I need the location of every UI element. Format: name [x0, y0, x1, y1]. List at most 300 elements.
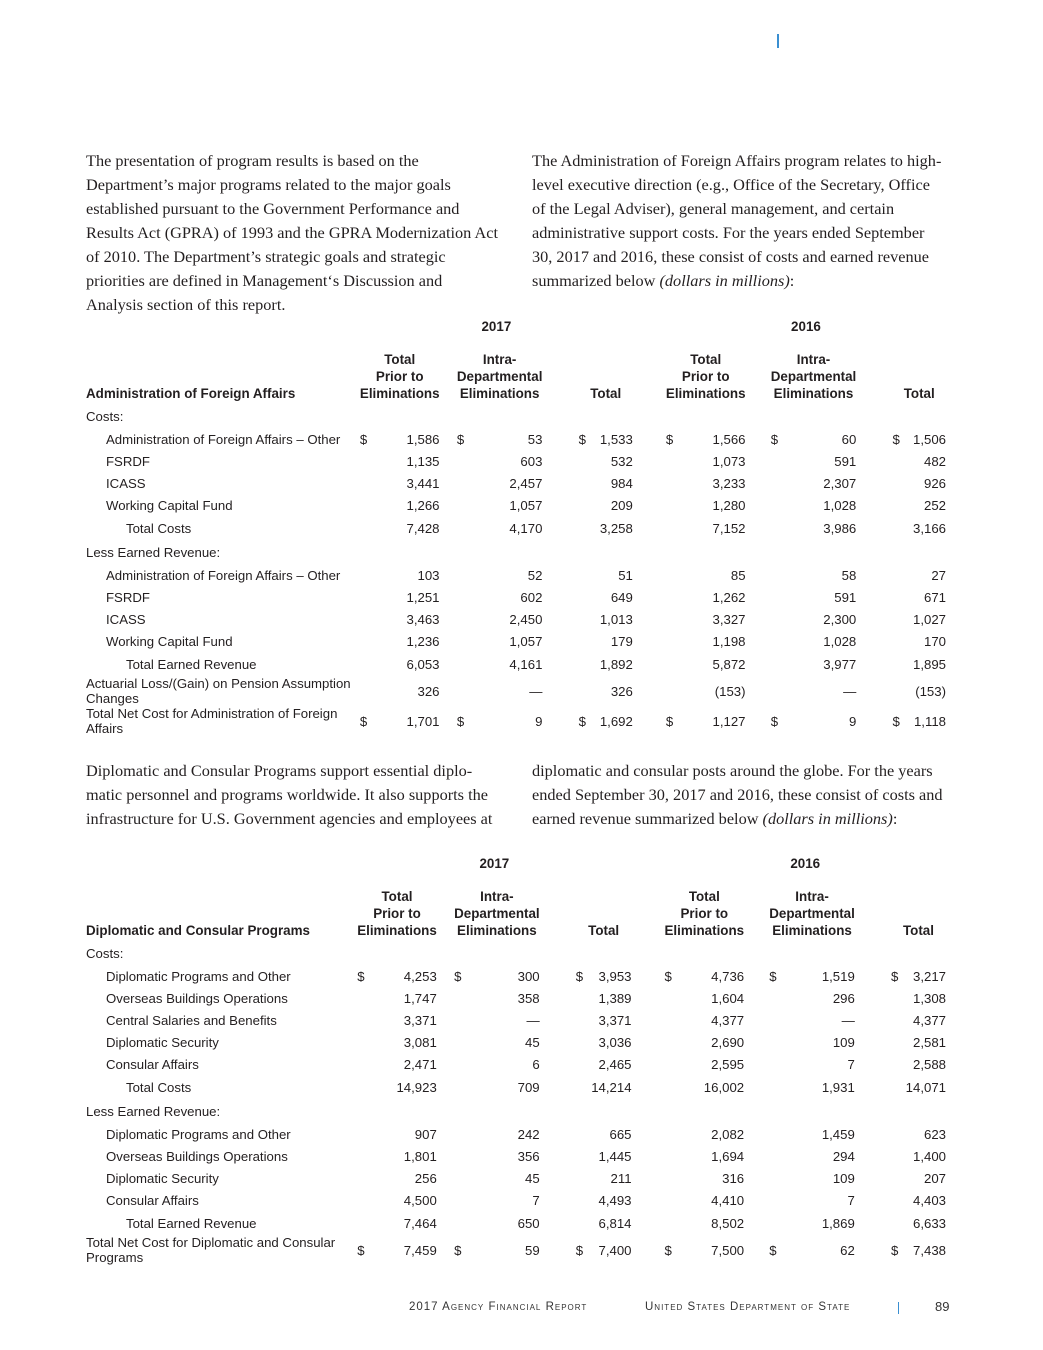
currency-sign: [892, 564, 905, 586]
currency-sign: [892, 494, 905, 516]
cell-value: 2,471: [403, 1056, 437, 1072]
total-revenue-row: [86, 652, 946, 676]
currency-sign: [771, 676, 790, 706]
currency-sign: [454, 1053, 473, 1075]
row-label: Total Net Cost for Administration of Foreign Affairs: [86, 706, 338, 736]
currency-sign: [665, 1053, 682, 1075]
table-title: Diplomatic and Consular Programs: [86, 923, 310, 938]
cell-value: 1,118: [913, 713, 946, 729]
cell-value: 3,233: [712, 475, 746, 491]
cell-value: 2,588: [912, 1056, 946, 1072]
row-label: Diplomatic Programs and Other: [106, 968, 291, 984]
cell-value: 665: [609, 1126, 632, 1142]
cell-value: 2,690: [711, 1034, 745, 1050]
cell-value: 984: [610, 475, 633, 491]
currency-sign: [666, 516, 683, 540]
currency-sign: [771, 630, 790, 652]
currency-sign: $: [665, 713, 674, 729]
currency-sign: [360, 472, 374, 494]
currency-sign: [892, 676, 905, 706]
currency-sign: [666, 630, 683, 652]
cell-value: 53: [527, 431, 543, 447]
dcp-intro-section: [86, 759, 944, 831]
cell-value: 85: [730, 567, 746, 583]
currency-sign: $: [770, 431, 779, 447]
cell-value: 6,633: [912, 1215, 946, 1231]
cell-value: 300: [517, 968, 540, 984]
currency-sign: [357, 1211, 371, 1235]
currency-sign: [576, 1031, 589, 1053]
currency-sign: $: [665, 431, 674, 447]
currency-sign: [454, 1167, 473, 1189]
currency-sign: [576, 1009, 589, 1031]
currency-sign: [891, 1145, 904, 1167]
currency-sign: $: [892, 713, 900, 729]
cell-value: 14,214: [591, 1079, 632, 1095]
currency-sign: [771, 652, 790, 676]
cell-value: 1,236: [406, 633, 440, 649]
currency-sign: [892, 608, 905, 630]
currency-sign: [665, 1211, 682, 1235]
table-row: [86, 1123, 946, 1145]
cell-value: 9: [535, 713, 543, 729]
cell-value: 170: [923, 633, 946, 649]
currency-sign: [357, 1167, 371, 1189]
currency-sign: [891, 1075, 904, 1099]
cell-value: 1,869: [821, 1215, 855, 1231]
cell-value: 109: [832, 1034, 855, 1050]
cell-value: 1,028: [823, 633, 857, 649]
currency-sign: [457, 630, 476, 652]
dcp-intro-right-units: (dollars in millions): [762, 809, 893, 828]
currency-sign: [665, 1167, 682, 1189]
year-2017: 2017: [479, 855, 510, 871]
table-row: [86, 564, 946, 586]
currency-sign: $: [578, 713, 586, 729]
currency-sign: [576, 1075, 589, 1099]
cell-value: 649: [610, 589, 633, 605]
row-label: Costs:: [86, 408, 124, 424]
currency-sign: $: [890, 968, 899, 984]
section-label-revenue: [86, 1099, 946, 1123]
cell-value: 1,280: [712, 497, 746, 513]
currency-sign: [454, 1123, 473, 1145]
cell-value: 296: [832, 990, 855, 1006]
currency-sign: $: [359, 713, 368, 729]
table-row: [86, 428, 946, 450]
cell-value: 7: [847, 1056, 855, 1072]
row-label: Administration of Foreign Affairs – Other: [106, 431, 341, 447]
currency-sign: $: [456, 713, 465, 729]
currency-sign: [666, 676, 683, 706]
currency-sign: [457, 564, 476, 586]
cell-value: 209: [610, 497, 633, 513]
table-row: [86, 1189, 946, 1211]
cell-value: 907: [414, 1126, 437, 1142]
currency-sign: [666, 586, 683, 608]
year-header-row: [86, 315, 946, 337]
cell-value: 532: [610, 453, 633, 469]
row-label: FSRDF: [106, 589, 150, 605]
cell-value: 62: [840, 1242, 855, 1258]
cell-value: 2,450: [509, 611, 543, 627]
cell-value: 1,027: [912, 611, 946, 627]
cell-value: 1,445: [598, 1148, 632, 1164]
table-row: [86, 1009, 946, 1031]
row-label: Administration of Foreign Affairs – Other: [106, 567, 341, 583]
currency-sign: $: [357, 1242, 365, 1258]
cell-value: 326: [417, 683, 440, 699]
cell-value: 4,170: [509, 520, 543, 536]
cell-value: 3,977: [823, 656, 857, 672]
currency-sign: [579, 608, 592, 630]
cell-value: 4,736: [711, 968, 745, 984]
currency-sign: [666, 494, 683, 516]
cell-value: 1,389: [598, 990, 632, 1006]
currency-sign: [457, 608, 476, 630]
cell-value: 3,327: [712, 611, 746, 627]
currency-sign: [357, 1009, 371, 1031]
cell-value: 252: [923, 497, 946, 513]
row-label: Consular Affairs: [106, 1056, 199, 1072]
currency-sign: [360, 586, 374, 608]
intro-left-paragraph: The presentation of program results is based on the Department’s major programs related to the major goals established pursuant to the Government Performance and Results Act (GPRA) of 1993 and the GPRA Modernization Act of 2010. The Department’s strategic goals and strategic priorities are defined in Management‘s Discussion and Analysis section of this report.: [86, 151, 498, 314]
cell-value: 358: [517, 990, 540, 1006]
cell-value: 51: [618, 567, 633, 583]
currency-sign: [891, 1123, 904, 1145]
currency-sign: $: [578, 431, 586, 447]
row-label: Total Earned Revenue: [126, 1215, 257, 1231]
row-label: Diplomatic Security: [106, 1170, 219, 1186]
cell-value: 1,747: [403, 990, 437, 1006]
cell-value: 1,135: [406, 453, 440, 469]
col-total: Total: [902, 923, 934, 938]
currency-sign: [769, 1167, 788, 1189]
cell-value: 2,300: [823, 611, 857, 627]
currency-sign: [454, 1145, 473, 1167]
col-intra-dept: Intra- Departmental Eliminations: [769, 889, 855, 938]
currency-sign: [576, 1211, 589, 1235]
currency-sign: [457, 450, 476, 472]
cell-value: 1,013: [599, 611, 633, 627]
cell-value: 602: [520, 589, 543, 605]
cell-value: 3,036: [598, 1034, 632, 1050]
cell-value: 2,595: [711, 1056, 745, 1072]
currency-sign: [665, 1009, 682, 1031]
total-costs-row: [86, 1075, 946, 1099]
cell-value: —: [526, 1012, 540, 1028]
intro-right-paragraph: [532, 149, 944, 317]
dcp-table-body: [86, 941, 946, 1265]
cell-value: 6,814: [598, 1215, 632, 1231]
currency-sign: $: [769, 1242, 777, 1258]
table-row: [86, 1053, 946, 1075]
cell-value: 1,586: [406, 431, 440, 447]
year-header-row: [86, 852, 946, 874]
currency-sign: [892, 450, 905, 472]
col-total-prior: Total Prior to Eliminations: [664, 889, 745, 938]
cell-value: 1,308: [912, 990, 946, 1006]
currency-sign: [457, 472, 476, 494]
col-intra-dept: Intra- Departmental Eliminations: [456, 352, 543, 401]
cell-value: 1,931: [821, 1079, 855, 1095]
cell-value: 7: [532, 1192, 540, 1208]
currency-sign: [457, 676, 476, 706]
currency-sign: [665, 1189, 682, 1211]
currency-sign: [666, 652, 683, 676]
cell-value: 8,502: [711, 1215, 745, 1231]
cell-value: 1,533: [599, 431, 633, 447]
currency-sign: [576, 987, 589, 1009]
row-label: Actuarial Loss/(Gain) on Pension Assumption Changes: [86, 676, 351, 706]
currency-sign: [360, 676, 374, 706]
cell-value: 16,002: [703, 1079, 745, 1095]
currency-sign: [769, 987, 788, 1009]
cell-value: 671: [923, 589, 946, 605]
row-label: Total Earned Revenue: [126, 656, 257, 672]
currency-sign: [454, 1189, 473, 1211]
cell-value: 2,581: [912, 1034, 946, 1050]
currency-sign: [454, 1009, 473, 1031]
currency-sign: [579, 472, 592, 494]
year-2016: 2016: [791, 318, 821, 334]
cell-value: 3,081: [403, 1034, 437, 1050]
cell-value: 59: [524, 1242, 540, 1258]
cell-value: 4,161: [509, 656, 543, 672]
currency-sign: $: [454, 968, 462, 984]
cell-value: 1,694: [711, 1148, 745, 1164]
currency-sign: [457, 516, 476, 540]
net-cost-row: [86, 1235, 946, 1265]
table-row: [86, 450, 946, 472]
page-footer: [0, 1298, 1043, 1318]
currency-sign: [579, 652, 592, 676]
cell-value: 4,403: [912, 1192, 946, 1208]
table-row: [86, 987, 946, 1009]
net-cost-row: [86, 706, 946, 736]
cell-value: 7,152: [712, 520, 746, 536]
actuarial-row: [86, 676, 946, 706]
cell-value: 482: [923, 453, 946, 469]
row-label: Total Net Cost for Diplomatic and Consular Programs: [86, 1235, 336, 1265]
currency-sign: [769, 1123, 788, 1145]
col-total: Total: [588, 923, 620, 938]
footer-department: United States Department of State: [645, 1301, 851, 1313]
currency-sign: [454, 1211, 473, 1235]
cell-value: 4,377: [711, 1012, 745, 1028]
cell-value: 9: [848, 713, 857, 729]
dcp-intro-right-paragraph: [532, 759, 944, 831]
currency-sign: [576, 1167, 589, 1189]
cell-value: 709: [517, 1079, 540, 1095]
cell-value: 294: [832, 1148, 855, 1164]
currency-sign: [360, 516, 374, 540]
currency-sign: [771, 450, 790, 472]
intro-right-units: (dollars in millions): [659, 271, 790, 290]
cell-value: 7,428: [406, 520, 440, 536]
cell-value: (153): [915, 683, 946, 699]
cell-value: 3,371: [403, 1012, 437, 1028]
cell-value: 1,198: [712, 633, 746, 649]
row-label: Total Costs: [126, 1079, 192, 1095]
cell-value: 1,701: [406, 713, 440, 729]
currency-sign: $: [359, 431, 368, 447]
currency-sign: [891, 1031, 904, 1053]
currency-sign: [454, 1031, 473, 1053]
table-row: [86, 472, 946, 494]
cell-value: 1,895: [912, 656, 946, 672]
cell-value: 603: [520, 453, 543, 469]
table-row: [86, 630, 946, 652]
currency-sign: [665, 1075, 682, 1099]
cell-value: 211: [610, 1170, 632, 1186]
section-label-costs: [86, 404, 946, 428]
cell-value: 1,028: [823, 497, 857, 513]
currency-sign: [892, 516, 905, 540]
table-row: [86, 494, 946, 516]
currency-sign: [891, 1167, 904, 1189]
currency-sign: [769, 1145, 788, 1167]
cell-value: 591: [834, 453, 857, 469]
cell-value: 2,082: [711, 1126, 745, 1142]
section-label-revenue: [86, 540, 946, 564]
cell-value: 1,604: [711, 990, 745, 1006]
row-label: Overseas Buildings Operations: [106, 1148, 288, 1164]
currency-sign: [771, 586, 790, 608]
col-total-prior: Total Prior to Eliminations: [665, 352, 746, 401]
currency-sign: [666, 450, 683, 472]
cell-value: (153): [714, 683, 746, 699]
currency-sign: [357, 1189, 371, 1211]
currency-sign: [769, 1075, 788, 1099]
cell-value: 14,923: [396, 1079, 437, 1095]
currency-sign: [666, 564, 683, 586]
currency-sign: [892, 472, 905, 494]
total-revenue-row: [86, 1211, 946, 1235]
currency-sign: $: [456, 431, 465, 447]
col-total: Total: [590, 386, 622, 401]
footer-report-title: 2017 Agency Financial Report: [409, 1301, 588, 1313]
cell-value: —: [841, 1012, 855, 1028]
cell-value: 623: [923, 1126, 946, 1142]
currency-sign: [891, 1189, 904, 1211]
cell-value: —: [843, 683, 857, 699]
currency-sign: [769, 1211, 788, 1235]
col-total: Total: [903, 386, 935, 401]
currency-sign: [579, 450, 592, 472]
table-row: [86, 1031, 946, 1053]
currency-sign: [665, 1031, 682, 1053]
cell-value: 4,500: [403, 1192, 437, 1208]
currency-sign: [576, 1189, 589, 1211]
cell-value: 4,377: [912, 1012, 946, 1028]
table-row: [86, 608, 946, 630]
table-row: [86, 1145, 946, 1167]
footer-divider: [898, 1302, 899, 1314]
year-2017: 2017: [481, 318, 512, 334]
currency-sign: [357, 1145, 371, 1167]
cell-value: 179: [610, 633, 633, 649]
currency-sign: [357, 987, 371, 1009]
row-label: Costs:: [86, 945, 124, 961]
cell-value: 926: [923, 475, 946, 491]
currency-sign: [769, 1009, 788, 1031]
col-intra-dept: Intra- Departmental Eliminations: [454, 889, 540, 938]
currency-sign: [357, 1123, 371, 1145]
total-costs-row: [86, 516, 946, 540]
currency-sign: [665, 1145, 682, 1167]
currency-sign: [771, 494, 790, 516]
cell-value: 7: [847, 1192, 855, 1208]
currency-sign: [892, 630, 905, 652]
row-label: Diplomatic Programs and Other: [106, 1126, 291, 1142]
currency-sign: [579, 586, 592, 608]
cell-value: 27: [931, 567, 946, 583]
currency-sign: $: [454, 1242, 462, 1258]
cell-value: 1,127: [712, 713, 746, 729]
afa-table-body: [86, 404, 946, 736]
cell-value: 1,506: [912, 431, 946, 447]
cell-value: 103: [417, 567, 440, 583]
currency-sign: [771, 564, 790, 586]
currency-sign: [891, 1009, 904, 1031]
currency-sign: [769, 1189, 788, 1211]
year-2016: 2016: [790, 855, 821, 871]
currency-sign: [357, 1053, 371, 1075]
row-label: Central Salaries and Benefits: [106, 1012, 277, 1028]
section-label-costs: [86, 941, 946, 965]
cell-value: 7,464: [403, 1215, 437, 1231]
currency-sign: [665, 1123, 682, 1145]
cell-value: 7,459: [403, 1242, 437, 1258]
currency-sign: $: [575, 1242, 584, 1258]
cell-value: 1,801: [403, 1148, 437, 1164]
cell-value: 7,400: [598, 1242, 632, 1258]
cell-value: 1,262: [712, 589, 746, 605]
row-label: FSRDF: [106, 453, 150, 469]
cell-value: 6,053: [406, 656, 440, 672]
cell-value: 5,872: [712, 656, 746, 672]
cell-value: 1,692: [599, 713, 633, 729]
cell-value: 1,073: [712, 453, 746, 469]
currency-sign: [360, 450, 374, 472]
currency-sign: [769, 1053, 788, 1075]
currency-sign: [771, 516, 790, 540]
cell-value: 1,566: [712, 431, 746, 447]
intro-right-tail: :: [789, 271, 795, 290]
cell-value: 7,438: [912, 1242, 946, 1258]
cell-value: 326: [610, 683, 633, 699]
header-rule: [777, 34, 779, 48]
currency-sign: [360, 652, 374, 676]
currency-sign: [454, 987, 473, 1009]
intro-right-text: The Administration of Foreign Affairs program relates to high-level executive direction (e.g., Office of the Secretary, Office of the Legal Adviser), general management, and certain administrative support costs. For the years ended September 30, 2017 and 2016, these consist of costs and earned revenue summarized below: [532, 151, 942, 290]
cell-value: 3,463: [406, 611, 440, 627]
cell-value: 4,253: [403, 968, 437, 984]
currency-sign: [891, 1211, 904, 1235]
cell-value: 1,266: [406, 497, 440, 513]
cell-value: 256: [414, 1170, 437, 1186]
currency-sign: $: [664, 1242, 672, 1258]
row-label: Working Capital Fund: [106, 497, 233, 513]
cell-value: 650: [517, 1215, 540, 1231]
cell-value: 2,307: [823, 475, 857, 491]
currency-sign: [579, 494, 592, 516]
currency-sign: [771, 472, 790, 494]
dcp-intro-right-text: diplomatic and consular posts around the globe. For the years ended September 30, 2017 and 2016, these consist of costs and earned revenue summarized below: [532, 761, 943, 828]
cell-value: —: [529, 683, 543, 699]
cell-value: 60: [841, 431, 857, 447]
